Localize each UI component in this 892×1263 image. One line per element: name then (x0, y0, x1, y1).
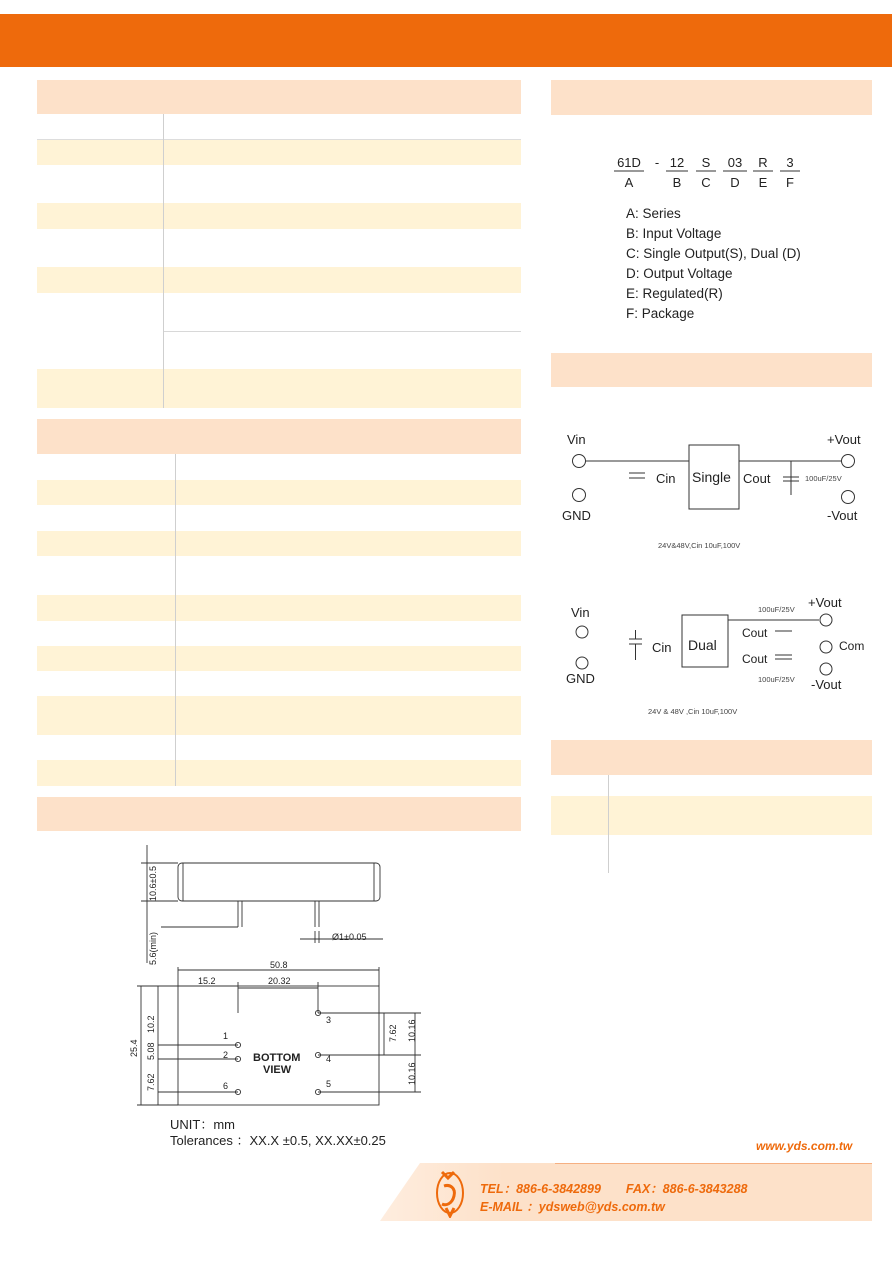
units-note (170, 1117, 386, 1149)
dual-note: 24V & 48V ,Cin 10uF,100V (648, 707, 738, 716)
cout-bottom-label: Cout (742, 652, 768, 666)
com-label: Com (839, 639, 865, 653)
dim-15-2: 15.2 (198, 976, 216, 986)
legend-item: A: Series (626, 206, 681, 221)
com-terminal (820, 641, 832, 653)
module-side-view (178, 863, 380, 901)
pin-4-label: 4 (326, 1054, 332, 1064)
tolerance-label: Tolerances ：XX.X ±0.5, XX.XX±0.25 (170, 1133, 386, 1148)
single-note: 24V&48V,Cin 10uF,100V (658, 541, 741, 550)
length-dim: 50.8 (270, 960, 288, 970)
tel-label: TEL：886-6-3842899 (480, 1182, 601, 1196)
height-dim: 10.6±0.5 (148, 866, 158, 901)
part-code-letter: C (701, 175, 711, 190)
fax-label: FAX：886-6-3843288 (625, 1182, 748, 1196)
pin-3-label: 3 (326, 1015, 332, 1025)
cin-label: Cin (656, 471, 676, 486)
pin-2-label: 2 (223, 1050, 229, 1060)
vin-label: Vin (571, 605, 590, 620)
website-link[interactable]: www.yds.com.tw (756, 1139, 853, 1153)
dim-5-08: 5.08 (146, 1042, 156, 1060)
dim-10-16-top: 10.16 (407, 1019, 417, 1042)
table-row (37, 760, 521, 786)
vout-pos-terminal (842, 455, 855, 468)
vout-pos-label: +Vout (808, 595, 842, 610)
legend-item: E: Regulated(R) (626, 286, 723, 301)
input-spec-header (37, 80, 521, 114)
vout-neg-terminal (842, 491, 855, 504)
pin-6-label: 6 (223, 1081, 229, 1091)
part-code-value: - (654, 155, 660, 170)
email-link[interactable]: E-MAIL ：ydsweb@yds.com.tw (480, 1200, 665, 1214)
pin-diameter-dim: Ø1±0.05 (332, 932, 367, 942)
top-banner (0, 14, 892, 67)
part-code-value: R (758, 155, 768, 170)
gnd-terminal (573, 489, 586, 502)
dim-7-62-right: 7.62 (388, 1024, 398, 1042)
part-code-value: 12 (669, 155, 685, 170)
output-spec-header (37, 419, 521, 454)
cap-value-label: 100uF/25V (805, 474, 842, 483)
table-row (37, 203, 521, 229)
application-circuit-header (551, 353, 872, 387)
width-dim: 25.4 (129, 1039, 139, 1057)
unit-label: UNIT：mm (170, 1117, 235, 1132)
single-output-circuit (555, 425, 875, 555)
module-label: Dual (688, 637, 717, 653)
table-row (37, 140, 521, 165)
vin-terminal (576, 626, 588, 638)
legend-item: F: Package (626, 306, 695, 321)
cap-value-top: 100uF/25V (758, 605, 795, 614)
dim-10-16-bottom: 10.16 (407, 1062, 417, 1085)
gnd-label: GND (566, 671, 595, 686)
part-code-letter: A (624, 175, 634, 190)
part-code-value: 3 (786, 155, 794, 170)
pin-length-dim: 5.6(min) (148, 931, 158, 965)
vout-neg-label: -Vout (811, 677, 842, 692)
part-code-legend (626, 204, 801, 324)
table-row (551, 796, 872, 835)
bottom-view-label-1: BOTTOM (253, 1052, 301, 1064)
vin-label: Vin (567, 432, 586, 447)
pin-5-label: 5 (326, 1079, 332, 1089)
vout-neg-terminal (820, 663, 832, 675)
legend-item: B: Input Voltage (626, 226, 722, 241)
dim-20-32: 20.32 (268, 976, 291, 986)
contact-info (480, 1180, 747, 1216)
pin-connection-header (551, 740, 872, 775)
module-label: Single (692, 469, 731, 485)
dim-7-62-left: 7.62 (146, 1073, 156, 1091)
part-code-letter: F (786, 175, 794, 190)
bottom-view-label-2: VIEW (263, 1064, 292, 1076)
company-logo (428, 1166, 472, 1218)
table-row (37, 595, 521, 621)
legend-item: C: Single Output(S), Dual (D) (626, 246, 801, 261)
part-code-value: S (701, 155, 711, 170)
legend-item: D: Output Voltage (626, 266, 733, 281)
part-code (600, 150, 820, 195)
cout-top-label: Cout (742, 626, 768, 640)
table-row (37, 646, 521, 671)
vout-pos-label: +Vout (827, 432, 861, 447)
part-number-header (551, 80, 872, 115)
part-code-value: 03 (727, 155, 743, 170)
table-row (37, 531, 521, 556)
table-row (37, 480, 521, 505)
vout-pos-terminal (820, 614, 832, 626)
outline-drawing (125, 835, 425, 1110)
table-row (37, 696, 521, 735)
part-code-letter: D (730, 175, 740, 190)
outline-drawing-header (37, 797, 521, 831)
part-code-value: 61D (617, 155, 641, 170)
vin-terminal (573, 455, 586, 468)
cin-label: Cin (652, 640, 672, 655)
part-code-letter: E (758, 175, 768, 190)
gnd-terminal (576, 657, 588, 669)
part-code-letter: B (672, 175, 682, 190)
pin-1-label: 1 (223, 1031, 229, 1041)
dual-output-circuit (555, 595, 875, 720)
gnd-label: GND (562, 508, 591, 523)
module-bottom-view (178, 986, 379, 1105)
cap-value-bottom: 100uF/25V (758, 675, 795, 684)
table-row (37, 267, 521, 293)
cout-label: Cout (743, 471, 771, 486)
dim-10-2: 10.2 (146, 1015, 156, 1033)
table-row (37, 369, 521, 408)
vout-neg-label: -Vout (827, 508, 858, 523)
